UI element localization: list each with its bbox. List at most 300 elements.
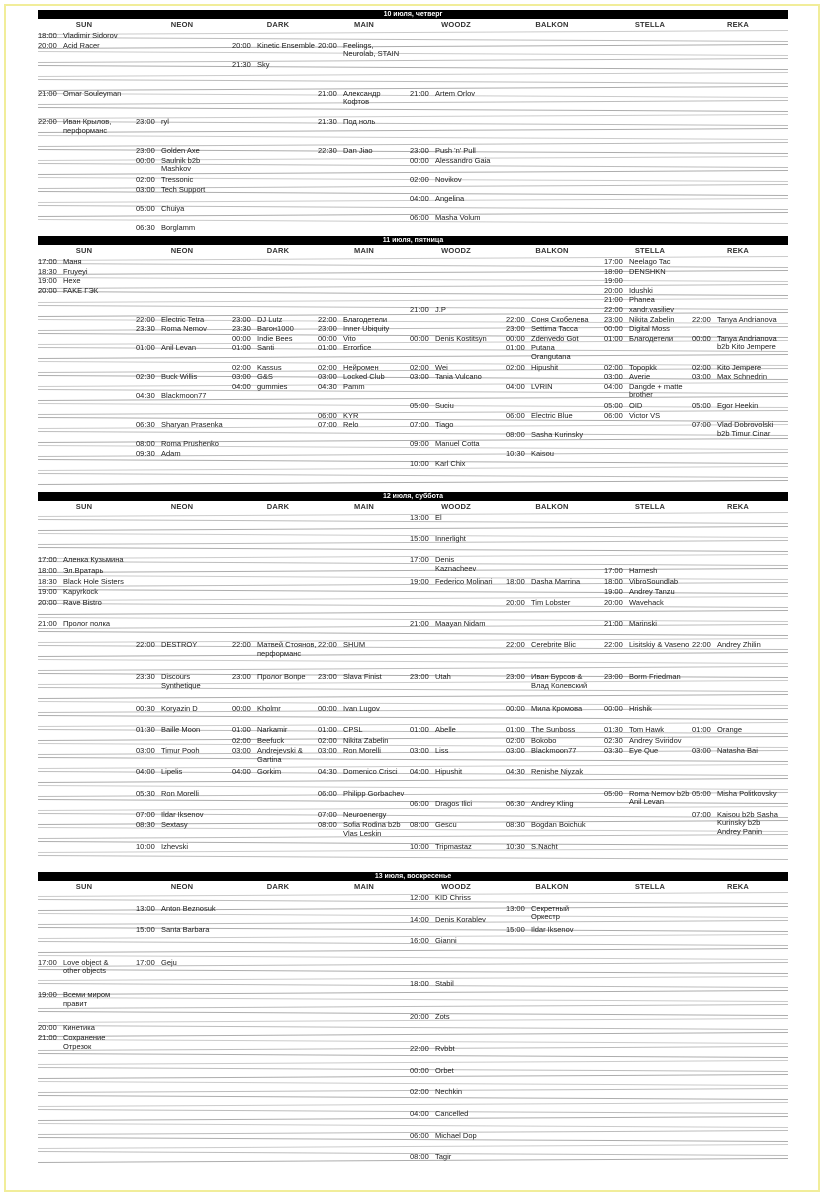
day-title: 11 июля, пятница xyxy=(38,236,788,245)
slot-artist: Chuiya xyxy=(161,203,185,213)
slot-time: 23:00 xyxy=(410,146,429,156)
slot-artist: G&S xyxy=(257,372,273,382)
slot-time: 20:00 xyxy=(38,285,57,295)
schedule-slot xyxy=(410,157,497,166)
slot-artist: Love object & other objects xyxy=(63,957,109,976)
schedule-slot xyxy=(692,316,779,325)
slot-artist: Blackmoon77 xyxy=(531,746,577,756)
stage-name: BALKON xyxy=(535,882,569,891)
slot-artist: Hipushit xyxy=(531,362,559,372)
stage-name: STELLA xyxy=(634,246,666,255)
slot-time: 22:00 xyxy=(692,640,711,650)
slot-time: 21:00 xyxy=(318,88,337,98)
slot-artist: Feelings, Neurolab, STAIN xyxy=(343,40,400,59)
schedule-slot xyxy=(38,556,125,565)
slot-time: 07:00 xyxy=(692,420,711,430)
slot-time: 03:00 xyxy=(410,372,429,382)
slot-artist: SHUM xyxy=(343,640,366,650)
schedule-slot xyxy=(604,373,691,382)
schedule-rule-line xyxy=(38,526,788,531)
slot-artist: DENSHKN xyxy=(629,266,666,276)
stage-header-row xyxy=(38,20,788,30)
slot-artist: Cerebrite Blic xyxy=(531,640,577,650)
schedule-slot xyxy=(410,768,497,777)
schedule-slot xyxy=(410,421,497,430)
slot-artist: Abelle xyxy=(435,725,456,734)
slot-time: 05:00 xyxy=(410,401,429,410)
schedule-slot xyxy=(604,325,691,334)
slot-artist: Hipushit xyxy=(435,767,463,777)
slot-time: 19:00 xyxy=(38,276,57,286)
schedule-slot xyxy=(136,821,223,830)
schedule-slot xyxy=(506,726,593,735)
slot-artist: Иван Бурсов & Влад Колевский xyxy=(531,672,588,690)
slot-time: 04:00 xyxy=(506,381,525,391)
slot-time: 08:30 xyxy=(506,820,525,830)
schedule-slot xyxy=(318,118,405,127)
schedule-slot xyxy=(232,383,319,392)
schedule-slot xyxy=(410,195,497,204)
slot-time: 18:00 xyxy=(604,266,623,276)
stage-name: BALKON xyxy=(535,246,569,255)
slot-time: 06:00 xyxy=(506,410,525,420)
slot-artist: Acid Racer xyxy=(63,40,100,50)
schedule-slot xyxy=(410,800,497,809)
slot-time: 06:30 xyxy=(136,420,155,430)
slot-time: 03:00 xyxy=(692,746,711,756)
schedule-slot xyxy=(38,959,125,976)
slot-time: 17:00 xyxy=(604,566,623,575)
schedule-slot xyxy=(136,747,223,756)
slot-artist: Tressonic xyxy=(161,175,194,184)
slot-artist: Ron Morelli xyxy=(161,788,199,798)
slot-artist: Relo xyxy=(343,420,359,430)
slot-artist: Andrey Sviridov xyxy=(629,735,682,745)
schedule-slot xyxy=(232,335,319,344)
schedule-rule-line xyxy=(38,694,788,699)
slot-artist: Nikita Zabelin xyxy=(629,314,675,324)
stage-name: NEON xyxy=(170,502,194,511)
slot-artist: Wavehack xyxy=(629,597,664,607)
schedule-slot xyxy=(506,768,593,777)
schedule-rule-line xyxy=(38,652,788,657)
slot-artist: Santi xyxy=(257,343,275,353)
schedule-slot xyxy=(604,364,691,373)
schedule-slot xyxy=(136,325,223,334)
schedule-slot xyxy=(136,905,223,914)
schedule-slot xyxy=(232,364,319,373)
slot-time: 23:00 xyxy=(604,314,623,324)
slot-time: 08:00 xyxy=(136,439,155,449)
slot-artist: DESTROY xyxy=(161,640,198,650)
schedule-slot xyxy=(318,673,405,682)
slot-time: 02:00 xyxy=(232,362,251,372)
slot-artist: Misha Politkovsky xyxy=(717,788,777,798)
slot-artist: Всеми миром правит xyxy=(63,990,111,1008)
stage-name: MAIN xyxy=(354,502,374,511)
slot-time: 05:30 xyxy=(136,788,155,798)
slot-artist: Omar Souleyman xyxy=(63,88,122,98)
slot-time: 04:00 xyxy=(232,767,251,777)
schedule-slot xyxy=(232,641,319,658)
schedule-slot xyxy=(136,440,223,449)
stage-name: STELLA xyxy=(634,20,666,29)
slot-time: 07:00 xyxy=(136,809,155,819)
schedule-slot xyxy=(136,726,223,735)
schedule-slot xyxy=(38,277,125,286)
slot-artist: Tania Vulcano xyxy=(435,372,482,382)
schedule-slot xyxy=(38,567,125,576)
day-block xyxy=(38,10,788,234)
schedule-slot xyxy=(410,440,497,449)
schedule-slot xyxy=(318,42,405,59)
schedule-slot xyxy=(232,325,319,334)
slot-artist: Dasha Marrina xyxy=(531,576,581,586)
slot-artist: Borglamm xyxy=(161,223,196,232)
slot-time: 00:00 xyxy=(410,333,429,343)
schedule-slot xyxy=(38,90,125,99)
slot-time: 01:00 xyxy=(604,333,623,343)
slot-time: 23:00 xyxy=(506,672,525,681)
slot-artist: Michael Dop xyxy=(435,1130,477,1140)
slot-time: 03:30 xyxy=(604,746,623,756)
schedule-slot xyxy=(232,726,319,735)
slot-time: 19:00 xyxy=(604,587,623,597)
slot-artist: Anil Levan xyxy=(161,343,197,353)
slot-time: 21:00 xyxy=(604,619,623,628)
stage-name: DARK xyxy=(266,246,290,255)
schedule-slot xyxy=(410,402,497,411)
slot-artist: Нейромен xyxy=(343,362,379,372)
stage-name: DARK xyxy=(266,20,290,29)
schedule-rule-line xyxy=(38,1025,788,1030)
schedule-slot xyxy=(604,673,691,682)
slot-time: 20:00 xyxy=(318,40,337,50)
slot-artist: Ivan Lugov xyxy=(343,703,380,713)
slot-time: 20:00 xyxy=(38,597,57,607)
schedule-rule-line xyxy=(38,659,788,664)
schedule-slot xyxy=(318,747,405,756)
schedule-slot xyxy=(410,894,497,903)
slot-artist: Cancelled xyxy=(435,1109,469,1118)
slot-artist: Izhevski xyxy=(161,841,189,851)
schedule-rule-line xyxy=(38,107,788,112)
slot-artist: Golden Axe xyxy=(161,146,200,156)
schedule-slot xyxy=(232,705,319,714)
stage-name: SUN xyxy=(75,20,93,29)
slot-artist: Sky xyxy=(257,59,270,69)
slot-artist: KID Chriss xyxy=(435,893,471,902)
slot-artist: Borm Friedman xyxy=(629,672,681,681)
slot-artist: ryl xyxy=(161,117,169,127)
slot-artist: Narkamir xyxy=(257,725,288,734)
slot-time: 02:00 xyxy=(410,175,429,184)
schedule-slot xyxy=(410,937,497,946)
slot-artist: Eye Que xyxy=(629,746,659,756)
slot-time: 07:00 xyxy=(318,420,337,430)
schedule-rule-line xyxy=(38,135,788,140)
schedule-rule-line xyxy=(38,834,788,839)
schedule-slot xyxy=(506,344,593,361)
schedule-slot xyxy=(410,1132,497,1141)
schedule-slot xyxy=(692,811,779,837)
schedule-slot xyxy=(232,673,319,682)
slot-artist: Egor Heekin xyxy=(717,401,759,410)
schedule-slot xyxy=(136,811,223,820)
slot-artist: Slava Finist xyxy=(343,672,382,681)
schedule-rule-line xyxy=(38,58,788,63)
slot-artist: Сохранение Отрезок xyxy=(63,1033,106,1051)
slot-artist: Discours Synthetique xyxy=(161,672,201,690)
slot-time: 02:00 xyxy=(318,362,337,372)
slot-artist: Vito xyxy=(343,333,356,343)
schedule-slot xyxy=(410,306,497,315)
stage-name: REKA xyxy=(726,20,750,29)
slot-time: 10:00 xyxy=(136,841,155,851)
slot-time: 01:00 xyxy=(506,343,525,353)
slot-time: 01:30 xyxy=(136,725,155,734)
schedule-slot xyxy=(38,599,125,608)
slot-artist: Denis Kostitsyn xyxy=(435,333,487,343)
slot-artist: Sofia Rodina b2b Vlas Leskin xyxy=(343,820,401,838)
slot-time: 13:00 xyxy=(136,903,155,913)
schedule-slot xyxy=(410,980,497,989)
slot-artist: LVRIN xyxy=(531,381,553,391)
slot-artist: Orbet xyxy=(435,1065,454,1075)
schedule-slot xyxy=(604,258,691,267)
stage-name: DARK xyxy=(266,502,290,511)
slot-time: 12:00 xyxy=(410,893,429,902)
schedule-slot xyxy=(136,118,223,127)
schedule-slot xyxy=(506,383,593,392)
schedule-slot xyxy=(38,287,125,296)
slot-artist: Putana Orangutana xyxy=(531,343,571,361)
schedule-slot xyxy=(232,373,319,382)
slot-time: 05:00 xyxy=(604,788,623,798)
slot-artist: Благодетели xyxy=(343,314,388,324)
schedule-slot xyxy=(692,790,779,799)
schedule-slot xyxy=(136,205,223,214)
slot-artist: Geju xyxy=(161,957,177,967)
schedule-slot xyxy=(136,959,223,968)
slot-time: 08:00 xyxy=(410,1152,429,1162)
schedule-slot xyxy=(318,726,405,735)
schedule-slot xyxy=(604,316,691,325)
slot-time: 04:00 xyxy=(410,1109,429,1118)
schedule-slot xyxy=(506,926,593,935)
slot-time: 23:00 xyxy=(410,672,429,681)
schedule-slot xyxy=(506,843,593,852)
slot-time: 22:30 xyxy=(318,146,337,156)
slot-time: 03:00 xyxy=(136,746,155,756)
slot-artist: Settima Tacca xyxy=(531,324,578,334)
slot-artist: Electric Tetra xyxy=(161,314,205,324)
slot-artist: The Sunboss xyxy=(531,725,576,734)
slot-artist: Idushki xyxy=(629,285,653,295)
slot-artist: Victor VS xyxy=(629,410,661,420)
slot-artist: Wei xyxy=(435,362,448,372)
slot-artist: Fruyeyi xyxy=(63,266,88,276)
slot-time: 01:00 xyxy=(692,725,711,734)
schedule-slot xyxy=(410,1088,497,1097)
stage-header-row xyxy=(38,502,788,512)
stage-name: REKA xyxy=(726,882,750,891)
schedule-slot xyxy=(136,373,223,382)
slot-time: 22:00 xyxy=(604,305,623,314)
schedule-slot xyxy=(38,258,125,267)
slot-artist: Federico Molinari xyxy=(435,576,493,586)
schedule-slot xyxy=(604,578,691,587)
slot-time: 14:00 xyxy=(410,914,429,924)
slot-artist: Под ноль xyxy=(343,117,376,127)
schedule-slot xyxy=(410,821,497,830)
slot-time: 00:00 xyxy=(604,703,623,713)
slot-artist: Вагон1000 xyxy=(257,324,294,334)
slot-time: 22:00 xyxy=(692,314,711,324)
schedule-slot xyxy=(506,800,593,809)
slot-artist: Kholmr xyxy=(257,703,281,713)
slot-artist: Roma Nemov b2b Anil Levan xyxy=(629,788,690,807)
slot-artist: Denis Kaznacheev xyxy=(435,555,477,573)
schedule-slot xyxy=(506,412,593,421)
slot-time: 01:00 xyxy=(136,343,155,353)
slot-time: 03:00 xyxy=(232,372,251,382)
schedule-slot xyxy=(410,1110,497,1119)
slot-time: 17:00 xyxy=(136,957,155,967)
schedule-rule-line xyxy=(38,79,788,84)
schedule-slot xyxy=(318,421,405,430)
schedule-slot xyxy=(604,726,691,735)
slot-time: 19:00 xyxy=(410,576,429,586)
schedule-slot xyxy=(318,90,405,107)
slot-time: 19:00 xyxy=(38,587,57,597)
schedule-slot xyxy=(136,176,223,185)
schedule-slot xyxy=(506,364,593,373)
slot-artist: Neelago Tac xyxy=(629,257,671,266)
slot-artist: Artem Orlov xyxy=(435,88,476,98)
slot-artist: Tech Support xyxy=(161,184,206,194)
slot-artist: Kapyrkock xyxy=(63,587,99,597)
schedule-rule-line xyxy=(38,30,788,35)
slot-time: 02:30 xyxy=(604,735,623,745)
slot-artist: Andrejevski & Gartina xyxy=(257,746,303,764)
slot-artist: Renishe Niyzak xyxy=(531,767,584,777)
slot-time: 06:30 xyxy=(136,223,155,232)
slot-time: 23:00 xyxy=(232,672,251,681)
schedule-slot xyxy=(410,373,497,382)
schedule-rule-line xyxy=(38,757,788,762)
schedule-slot xyxy=(692,641,779,650)
slot-time: 02:30 xyxy=(136,372,155,382)
slot-artist: Секретный Оркестр xyxy=(531,903,570,922)
schedule-slot xyxy=(38,578,125,587)
slot-time: 13:00 xyxy=(410,513,429,522)
slot-time: 22:00 xyxy=(136,640,155,650)
slot-artist: Vlad Dobrovolski b2b Timur Cinar xyxy=(717,420,774,438)
slot-artist: Pamm xyxy=(343,381,365,391)
schedule-slot xyxy=(410,90,497,99)
slot-artist: Koryazin D xyxy=(161,703,198,713)
slot-artist: Adam xyxy=(161,449,181,458)
slot-artist: Andrey Kling xyxy=(531,799,574,809)
day-title: 12 июля, суббота xyxy=(38,492,788,501)
schedule-slot xyxy=(136,673,223,690)
slot-time: 20:00 xyxy=(410,1011,429,1021)
schedule-rule-line xyxy=(38,128,788,133)
slot-time: 15:00 xyxy=(136,925,155,935)
slot-time: 18:00 xyxy=(38,31,57,40)
slot-time: 18:30 xyxy=(38,576,57,586)
slot-time: 17:00 xyxy=(38,257,57,266)
slot-time: 03:00 xyxy=(604,372,623,382)
slot-artist: Bokobo xyxy=(531,735,557,745)
slot-artist: Hexe xyxy=(63,276,81,286)
slot-artist: Пролог полка xyxy=(63,619,111,628)
schedule-slot xyxy=(318,373,405,382)
schedule-slot xyxy=(136,768,223,777)
schedule-slot xyxy=(604,383,691,400)
schedule-rule-line xyxy=(38,37,788,42)
slot-artist: Nechkin xyxy=(435,1087,463,1097)
schedule-slot xyxy=(506,737,593,746)
slot-time: 18:00 xyxy=(506,576,525,586)
schedule-slot xyxy=(604,747,691,756)
day-title: 13 июля, воскресенье xyxy=(38,872,788,881)
schedule-slot xyxy=(604,737,691,746)
schedule-slot xyxy=(136,641,223,650)
schedule-slot xyxy=(38,268,125,277)
slot-time: 21:00 xyxy=(38,88,57,98)
slot-time: 21:00 xyxy=(410,619,429,628)
schedule-slot xyxy=(506,335,593,344)
schedule-slot xyxy=(604,620,691,629)
slot-time: 23:00 xyxy=(318,324,337,334)
slot-time: 08:00 xyxy=(318,820,337,830)
stage-name: MAIN xyxy=(354,882,374,891)
schedule-slot xyxy=(136,843,223,852)
schedule-slot xyxy=(318,316,405,325)
slot-artist: Lisitskiy & Vaseno xyxy=(629,640,690,650)
slot-time: 00:00 xyxy=(232,333,251,343)
slot-time: 13:00 xyxy=(506,903,525,913)
schedule-rule-line xyxy=(38,1004,788,1009)
schedule-slot xyxy=(604,306,691,315)
slot-artist: Vladimir Sidorov xyxy=(63,31,118,40)
schedule-slot xyxy=(410,1067,497,1076)
schedule-slot xyxy=(318,335,405,344)
schedule-rule-line xyxy=(38,1144,788,1149)
slot-artist: Tripmastaz xyxy=(435,841,472,851)
stage-name: MAIN xyxy=(354,246,374,255)
slot-artist: Neuroenergy xyxy=(343,809,387,819)
slot-artist: xandr.vasiliev xyxy=(629,305,675,314)
stage-name: REKA xyxy=(726,246,750,255)
slot-artist: Матвей Стоянов, перформанс xyxy=(257,640,317,658)
schedule-slot xyxy=(38,991,125,1008)
slot-time: 10:30 xyxy=(506,449,525,458)
slot-artist: Dan Jiao xyxy=(343,146,373,156)
slot-time: 16:00 xyxy=(410,936,429,946)
schedule-slot xyxy=(410,364,497,373)
slot-artist: Mаня xyxy=(63,257,82,266)
slot-time: 00:00 xyxy=(506,333,525,343)
schedule-slot xyxy=(410,1153,497,1162)
stage-header-row xyxy=(38,246,788,256)
schedule-slot xyxy=(604,641,691,650)
stage-name: WOODZ xyxy=(441,882,471,891)
slot-time: 03:00 xyxy=(318,372,337,382)
stage-name: STELLA xyxy=(634,502,666,511)
